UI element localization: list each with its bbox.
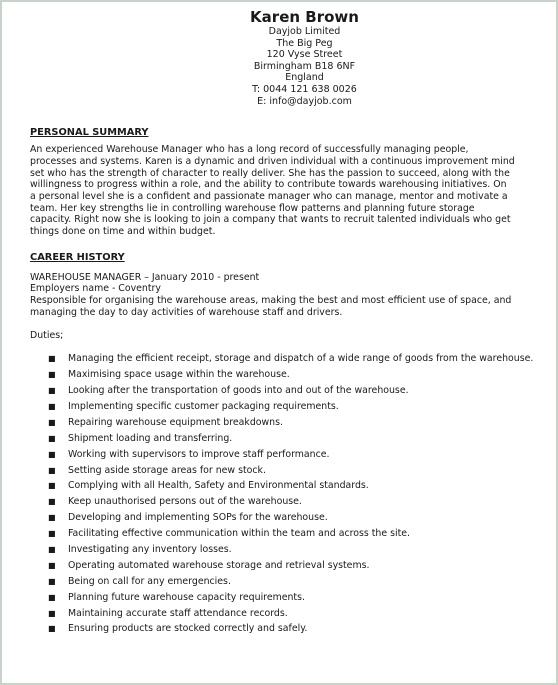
duty-item (30, 608, 535, 620)
phone-number: T: 0044 121 638 0026 (252, 83, 357, 95)
bullet-icon: ■ (48, 370, 56, 380)
bullet-icon: ■ (48, 624, 56, 634)
duty-item (30, 512, 535, 524)
duty-text: Shipment loading and transferring. (68, 432, 233, 444)
cv-header (30, 8, 535, 107)
duty-text: Developing and implementing SOPs for the warehouse. (68, 512, 328, 524)
duty-item (30, 369, 535, 381)
bullet-icon: ■ (48, 513, 56, 523)
duty-text: Keep unauthorised persons out of the warehouse. (68, 496, 302, 508)
bullet-icon: ■ (48, 433, 56, 443)
address-country: England (285, 72, 324, 84)
bullet-icon: ■ (48, 544, 56, 554)
summary-line: a personal level she is a confident and passionate manager who can manage, mentor and motivate a (30, 190, 508, 202)
bullet-icon: ■ (48, 417, 56, 427)
bullet-icon: ■ (48, 465, 56, 475)
summary-line: set who has the strength of character to really deliver. She has the passion to succeed, along with the (30, 167, 510, 179)
summary-line: processes and systems. Karen is a dynamic and driven individual with a continuous improvement mind (30, 155, 515, 167)
personal-summary-text (30, 144, 535, 238)
employer-name: Employers name - Coventry (30, 283, 161, 295)
bullet-icon: ■ (48, 497, 56, 507)
summary-line: willingness to progress within a role, and the ability to contribute towards warehousing initiatives. On (30, 179, 507, 191)
duty-text: Investigating any inventory losses. (68, 543, 232, 555)
duty-item (30, 496, 535, 508)
duty-text: Ensuring products are stocked correctly and safely. (68, 623, 308, 635)
duty-item (30, 623, 535, 635)
duty-text: Operating automated warehouse storage and retrieval systems. (68, 559, 370, 571)
summary-line: things done on time and within budget. (30, 226, 216, 238)
personal-summary-section (30, 127, 535, 238)
bullet-icon: ■ (48, 529, 56, 539)
job-description-line: managing the day to day activities of warehouse staff and drivers. (30, 306, 343, 318)
duty-item (30, 560, 535, 572)
address-line-2: 120 Vyse Street (266, 49, 343, 61)
personal-summary-heading: PERSONAL SUMMARY (30, 127, 149, 139)
bullet-icon: ■ (48, 592, 56, 602)
bullet-icon: ■ (48, 401, 56, 411)
bullet-icon: ■ (48, 481, 56, 491)
career-history-section (30, 252, 535, 635)
cv-document (30, 8, 535, 639)
duty-text: Facilitating effective communication within the team and across the site. (68, 528, 411, 540)
duty-text: Planning future warehouse capacity requirements. (68, 591, 305, 603)
duty-text: Setting aside storage areas for new stock. (68, 464, 266, 476)
address-line-1: The Big Peg (276, 37, 333, 49)
job-title: WAREHOUSE MANAGER – January 2010 - present (30, 271, 260, 283)
duty-item (30, 385, 535, 397)
duty-item (30, 528, 535, 540)
duty-item (30, 353, 535, 365)
job-description-line: Responsible for organising the warehouse areas, making the best and most efficient use of space, and (30, 295, 512, 307)
bullet-icon: ■ (48, 560, 56, 570)
duty-text: Being on call for any emergencies. (68, 575, 231, 587)
duty-text: Implementing specific customer packaging requirements. (68, 400, 339, 412)
job-entry (30, 272, 535, 635)
summary-line: team. Her key strengths lie in controlling warehouse flow patterns and planning future storage (30, 202, 475, 214)
summary-line: capacity. Right now she is looking to join a company that wants to recruit talented individuals who get (30, 214, 511, 226)
career-history-heading: CAREER HISTORY (30, 251, 125, 263)
duties-label: Duties; (30, 329, 64, 341)
duty-item (30, 449, 535, 461)
duty-text: Repairing warehouse equipment breakdowns. (68, 416, 283, 428)
email-address: E: info@dayjob.com (257, 95, 352, 107)
duty-text: Looking after the transportation of goods into and out of the warehouse. (68, 385, 409, 397)
bullet-icon: ■ (48, 386, 56, 396)
duty-item (30, 592, 535, 604)
duty-item (30, 417, 535, 429)
duty-item (30, 433, 535, 445)
duty-text: Maximising space usage within the warehouse. (68, 369, 290, 381)
bullet-icon: ■ (48, 354, 56, 364)
duty-item (30, 480, 535, 492)
duty-text: Managing the efficient receipt, storage and dispatch of a wide range of goods from the warehouse. (68, 353, 534, 365)
duty-text: Working with supervisors to improve staff performance. (68, 448, 330, 460)
duty-item (30, 401, 535, 413)
duty-item (30, 576, 535, 588)
duties-list (30, 353, 535, 635)
bullet-icon: ■ (48, 576, 56, 586)
duty-item (30, 465, 535, 477)
bullet-icon: ■ (48, 449, 56, 459)
duty-text: Maintaining accurate staff attendance records. (68, 607, 288, 619)
summary-line: An experienced Warehouse Manager who has a long record of successfully managing people, (30, 144, 469, 156)
company-name: Dayjob Limited (268, 26, 341, 37)
duty-item (30, 544, 535, 556)
bullet-icon: ■ (48, 608, 56, 618)
address-line-3: Birmingham B18 6NF (253, 60, 356, 72)
duty-text: Complying with all Health, Safety and Environmental standards. (68, 480, 369, 492)
candidate-name: Karen Brown (250, 8, 359, 26)
